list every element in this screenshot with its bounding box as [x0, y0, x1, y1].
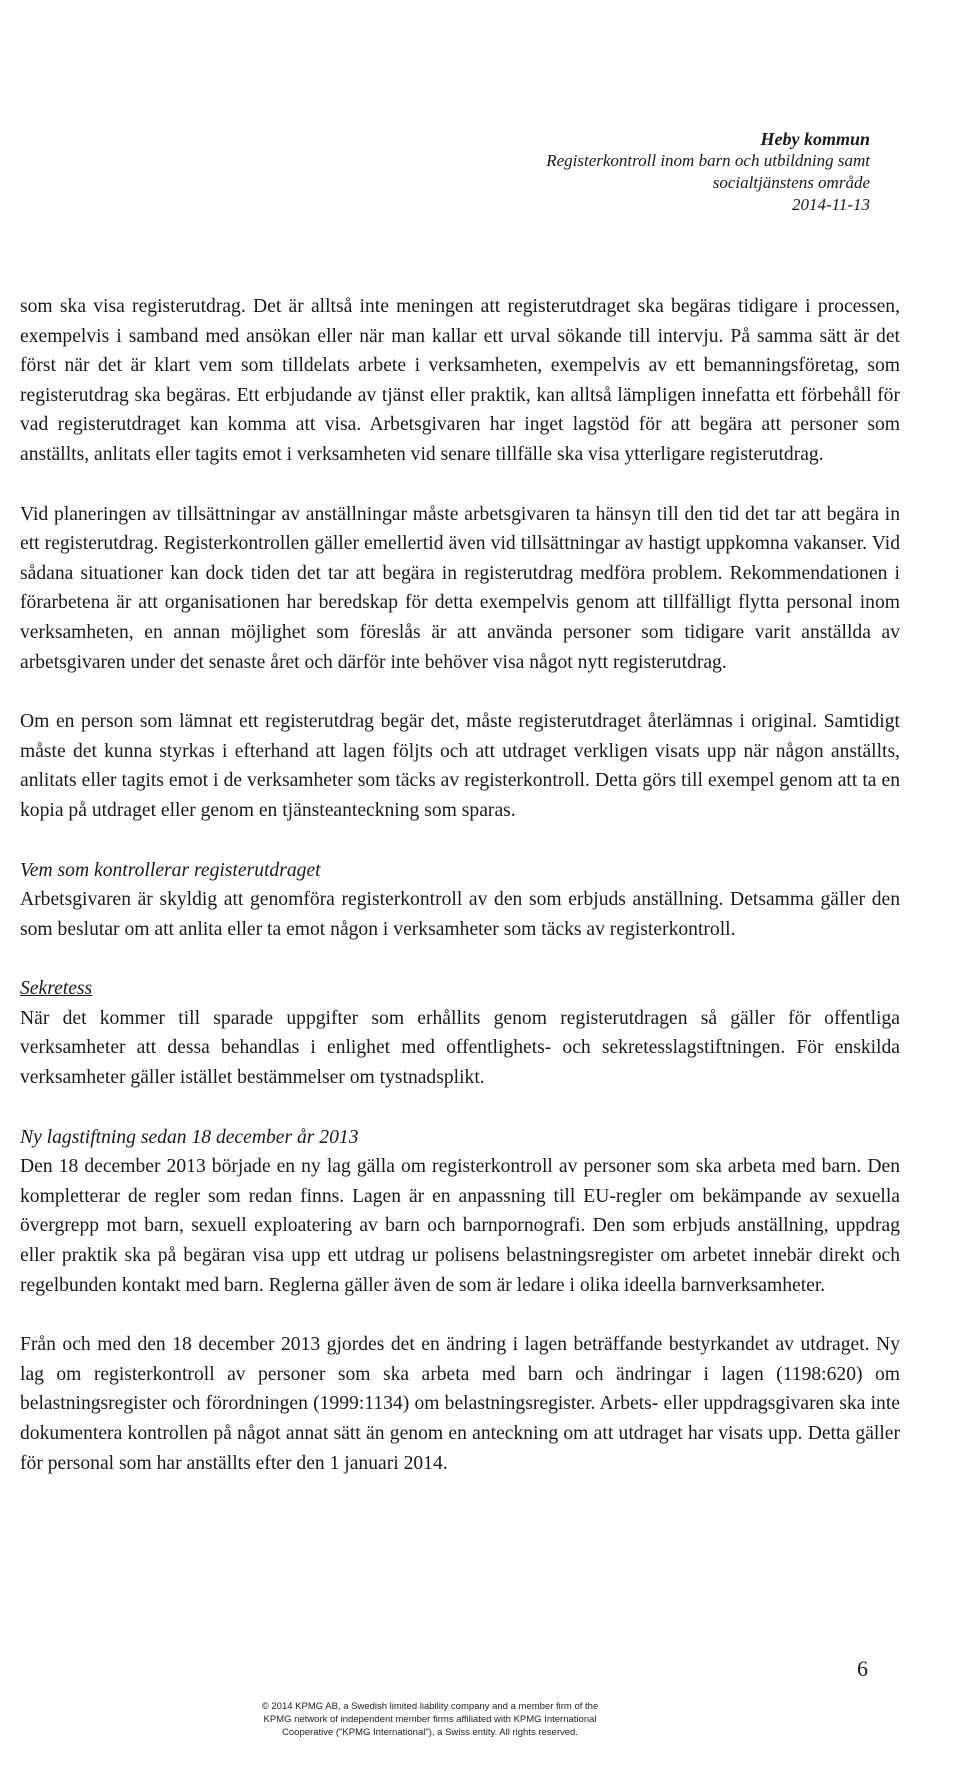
- section-heading-who-controls: Vem som kontrollerar registerutdraget: [20, 859, 321, 881]
- report-title-line1: Registerkontroll inom barn och utbildning samt: [546, 151, 870, 170]
- footer-line3: Cooperative ("KPMG International"), a Swiss entity. All rights reserved.: [282, 1727, 578, 1738]
- report-title-line2: socialtjänstens område: [712, 173, 870, 192]
- section-heading-new-legislation: Ny lagstiftning sedan 18 december år 2013: [20, 1126, 359, 1148]
- paragraph-confidentiality: När det kommer till sparade uppgifter som erhållits genom registerutdragen så gäller för offentliga verksamheter att dessa behandlas i enlighet med offentlighets- och sekretesslagstiftningen. För enskilda verksamheter gäller istället bestämmelser om tystnadsplikt.: [20, 1007, 900, 1089]
- paragraph-who-controls: Arbetsgivaren är skyldig att genomföra registerkontroll av den som erbjuds anställning. Detsamma gäller den som beslutar om att anlita eller ta emot någon i verksamheter som täcks av registerkontroll.: [20, 889, 900, 940]
- page-number: 6: [857, 1656, 868, 1681]
- report-date: 2014-11-13: [791, 195, 870, 214]
- footer-line1: © 2014 KPMG AB, a Swedish limited liability company and a member firm of the: [261, 1701, 599, 1712]
- paragraph-new-legislation: Den 18 december 2013 började en ny lag gälla om registerkontroll av personer som ska arbeta med barn. Den kompletterar de regler som redan finns. Lagen är en anpassning till EU-regler om bekämpande av sexuella övergrepp mot barn, sexuell exploatering av barn och barnpornografi. Den som erbjuds anställning, uppdrag eller praktik ska på begäran visa upp ett utdrag ur polisens belastningsregister om arbetet innebär direkt och regelbunden kontakt med barn. Reglerna gäller även de som är ledare i olika ideella barnverksamheter.: [20, 1156, 900, 1296]
- copyright-footer: [180, 1700, 680, 1739]
- paragraph-planning: Vid planeringen av tillsättningar av anställningar måste arbetsgivaren ta hänsyn till den tid det tar att begära in ett registerutdrag. Registerkontrollen gäller emellertid även vid tillsättningar av hastigt uppkomna vakanser. Vid sådana situationer kan dock tiden det tar att begära in registerutdrag medföra problem. Rekommendationen i förarbetena är att organisationen har beredskap för detta exempelvis genom att tillfälligt flytta personal inom verksamheten, en annan möjlighet som föreslås är att använda personer som tidigare varit anställda av arbetsgivaren under det senaste året och därför inte behöver visa något nytt registerutdrag.: [20, 503, 900, 673]
- paragraph-law-change: Från och med den 18 december 2013 gjordes det en ändring i lagen beträffande bestyrkandet av utdraget. Ny lag om registerkontroll av personer som ska arbeta med barn och ändringar i lagen (1198:620) om belastningsregister och förordningen (1999:1134) om belastningsregister. Arbets- eller uppdragsgivaren ska inte dokumentera kontrollen på något annat sätt än genom en anteckning om att utdraget har visats upp. Detta gäller för personal som har anställts efter den 1 januari 2014.: [20, 1334, 900, 1474]
- paragraph-registerutdrag-timing: som ska visa registerutdrag. Det är alltså inte meningen att registerutdraget ska begäras tidigare i processen, exempelvis i samband med ansökan eller när man kallar ett urval sökande till intervju. På samma sätt är det först när det är klart vem som tilldelats arbete i verksamheten, exempelvis av ett bemanningsföretag, som registerutdrag ska begäras. Ett erbjudande av tjänst eller praktik, kan alltså lämpligen innefatta ett förbehåll för vad registerutdraget kan komma att visa. Arbetsgivaren har inget lagstöd för att begära att personer som anställts, anlitats eller tagits emot i verksamheten vid senare tillfälle ska visa ytterligare registerutdrag.: [20, 296, 900, 465]
- document-body: [20, 292, 900, 1508]
- footer-line2: KPMG network of independent member firms affiliated with KPMG International: [263, 1714, 597, 1725]
- organization-name: Heby kommun: [760, 129, 870, 149]
- section-heading-confidentiality: Sekretess: [20, 978, 93, 1000]
- paragraph-return-original: Om en person som lämnat ett registerutdrag begär det, måste registerutdraget återlämnas i original. Samtidigt måste det kunna styrkas i efterhand att lagen följts och att utdraget verkligen visats upp när någon anställts, anlitats eller tagits emot i de verksamheter som täcks av registerkontroll. Detta görs till exempel genom att ta en kopia på utdraget eller genom en tjänsteanteckning som sparas.: [20, 711, 900, 821]
- page-header: [450, 128, 870, 216]
